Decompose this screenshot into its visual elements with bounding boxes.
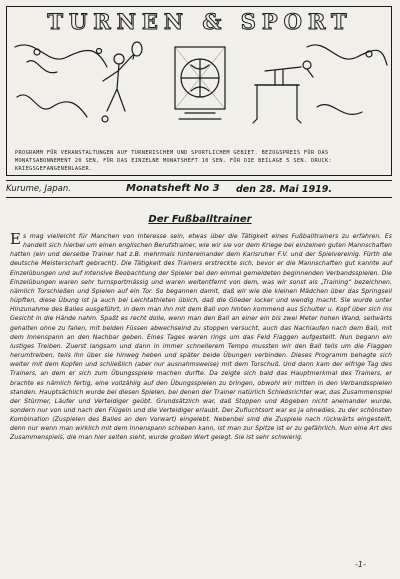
article-dropcap: E (10, 230, 21, 248)
issue-date: den 28. Mai 1919. (236, 184, 332, 195)
issue-number: Monatsheft No 3 (126, 183, 220, 194)
issue-place: Kurume, Japan. (6, 184, 71, 194)
article-headline: Der Fußballtrainer (148, 214, 252, 225)
rule-top (6, 180, 392, 181)
page-number: -1- (355, 560, 366, 569)
article-text: s mag vielleicht für Manchen von Interesse sein, etwas über die Tätigkeit eines Fußballtrainers zu erfahren. Es handelt sich hierbei um einen englischen Berufstrainer, wie wir sie vor dem Kriege bei einzelnen guten Mannschaften hatten (ein und derselbe Trainer hat z.B. mehrmals hintereinander dem Karlsruher F.V. und der Spielvereinig. Fürth die deutsche Meisterschaft gebracht). Die Tätigkeit des Trainers erstreckte sich, bevor er die Mannschaften gut kannte auf Einzelübungen und auf intensive Beobachtung der Spieler bei den einmal gemeldeten beginnenden Verbandsspielen. Die Einzelübungen waren sehr turnsportmässig und waren weitentfernt von dem, was wir sonst als „Training“ bezeichnen, nämlich Torschießen und Spielen auf ein Tor. So begannen damit, daß wir wie die kleinen Mädchen über das Springseil hüpften, diese Übung ist ja auch bei Leichtathleten üblich, daß die Glieder locker und wendig macht. Sie wurde unter Hinzunahme des Balles ausgeführt, in dem man ihn mit dem Ball von hinten kommend aus Schulter u. Kopf über sich ins Gesicht in die Hände nahm. Spaßt es recht dolle, wenn man den Ball an einer ein bis zwei Meter hohen Wand, seitwärts gehalten ohne zu fallen, mit beiden Füssen abwechselnd zu stoppen versucht, auch das Nachlaufen nach dem Ball, mit dem Innenspann an den Nachbar geben. Eines Tages waren rings um das Feld Flaggen aufgestellt. Nun begann ein lustiges Treiben. Zuerst langsam und dann in immer schnellerem Tempo mussten wir den Ball teils um die Flaggen herumtreiben, teils ihn über sie hinweg heben und später beide Übungen verbinden. Dieses Programm behagte sich weiter mit dem Kopfen und schließlich (aber nur ausnahmsweise) mit dem Torschuß. Und dann kam der eifrige Tag des Trainers, an dem er sich zum Übungsspiele machen durfte. Da zeigte sich bald das Hauptmerkmal des Trainers, er brachte es nämlich fertig, eine vollzählig auf den Übungsspielen zu bringen, obwohl wir mitten in den Verbandsspielen standen. Hauptsächlich wurde bei diesen Spielen, bei denen der Trainer natürlich Schiedsrichter war, das Zusammenspiel der Stürmer, Läufer und Verteidiger geübt. Grundsätzlich war, daß Stoppen und Abgeben nicht aneinander wurde, sondern nur von und nach den Flügeln und die Verteidiger erlaubt. Der Zufluchtsort war es ja ohnedies, zu der schönsten Kombination (Zuspielen des Balles an den Vorwart) eingelebt. Nebenbei sind die Zuspiele nach rückwärts eingestellt, denn nur wenn man wirklich mit dem Innenspann schieben kann, ist man zur Spitze ist er zu gefährlich. Nun eine Art des Zusammenspiels, die man hier selten sieht, wurde großen Wert gelegt. Sie ist sehr schwierig. (10, 233, 392, 442)
rule-bottom (6, 197, 392, 198)
masthead-title: TURNEN & SPORT (47, 9, 353, 34)
masthead-description: PROGRAMM FÜR VERANSTALTUNGEN AUF TURNERISCHEM UND SPORTLICHEM GEBIET. BEZUGSPREIS FÜR DAS MONATSABONNEMENT 20 SEN, FÜR DAS EINZELNE MONATSHEFT 10 SEN. FÜR DIE BEILAGE 5 SEN. DRUCK: KRIEGSGEFANGENENLAGER. (15, 150, 333, 172)
article-body (10, 232, 392, 443)
masthead (6, 6, 392, 176)
masthead-illustration (7, 7, 393, 147)
